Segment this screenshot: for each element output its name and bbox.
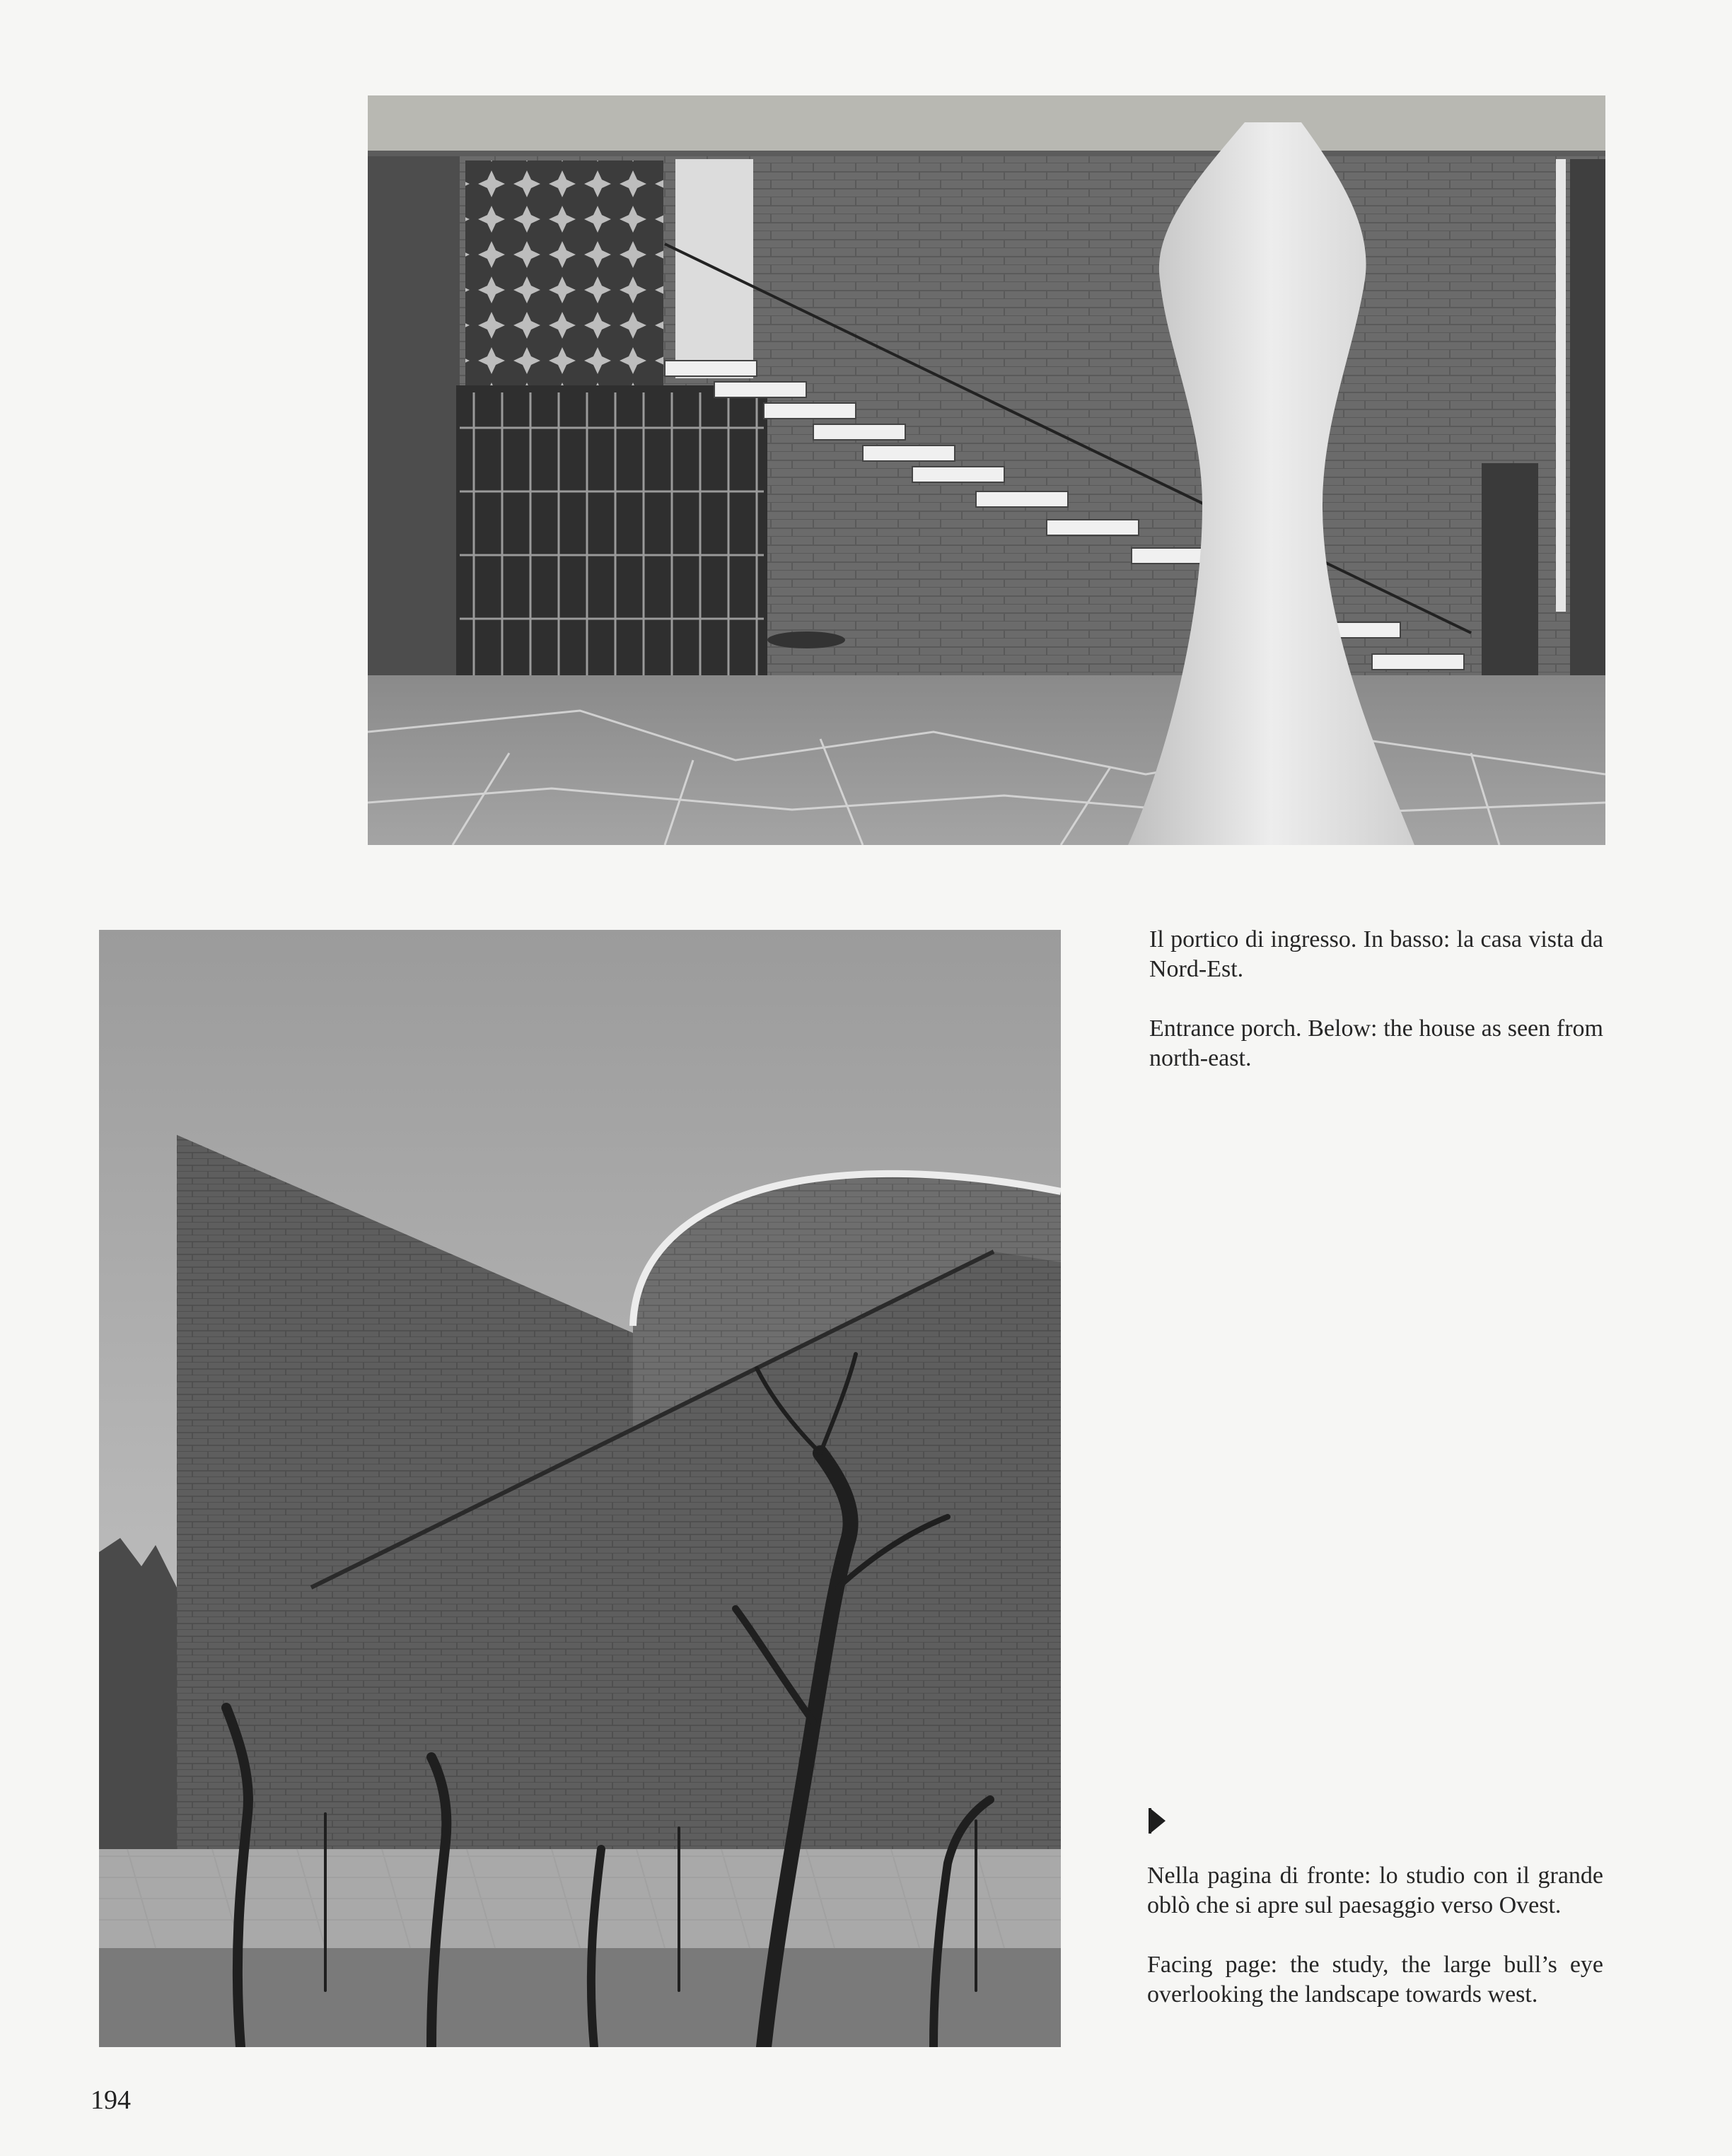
- house-exterior-image: [99, 930, 1061, 2047]
- caption-top-italian: Il portico di ingresso. In basso: la casa vista da Nord-Est.: [1149, 926, 1603, 982]
- arrow-right-icon: [1149, 1807, 1167, 1835]
- caption-entrance-porch: [1149, 925, 1603, 1073]
- caption-bottom-italian: Nella pagina di fronte: lo studio con il grande oblò che si apre sul paesaggio verso Ovest.: [1147, 1863, 1603, 1918]
- caption-facing-page: [1147, 1861, 1603, 2010]
- entrance-porch-image: [368, 95, 1605, 845]
- caption-bottom-english: Facing page: the study, the large bull’s eye overlooking the landscape towards west.: [1147, 1952, 1603, 2008]
- photo-house-north-east: [99, 930, 1061, 2047]
- caption-top-english: Entrance porch. Below: the house as seen from north-east.: [1149, 1015, 1603, 1071]
- page-number: 194: [91, 2085, 131, 2115]
- photo-entrance-porch: [368, 95, 1605, 845]
